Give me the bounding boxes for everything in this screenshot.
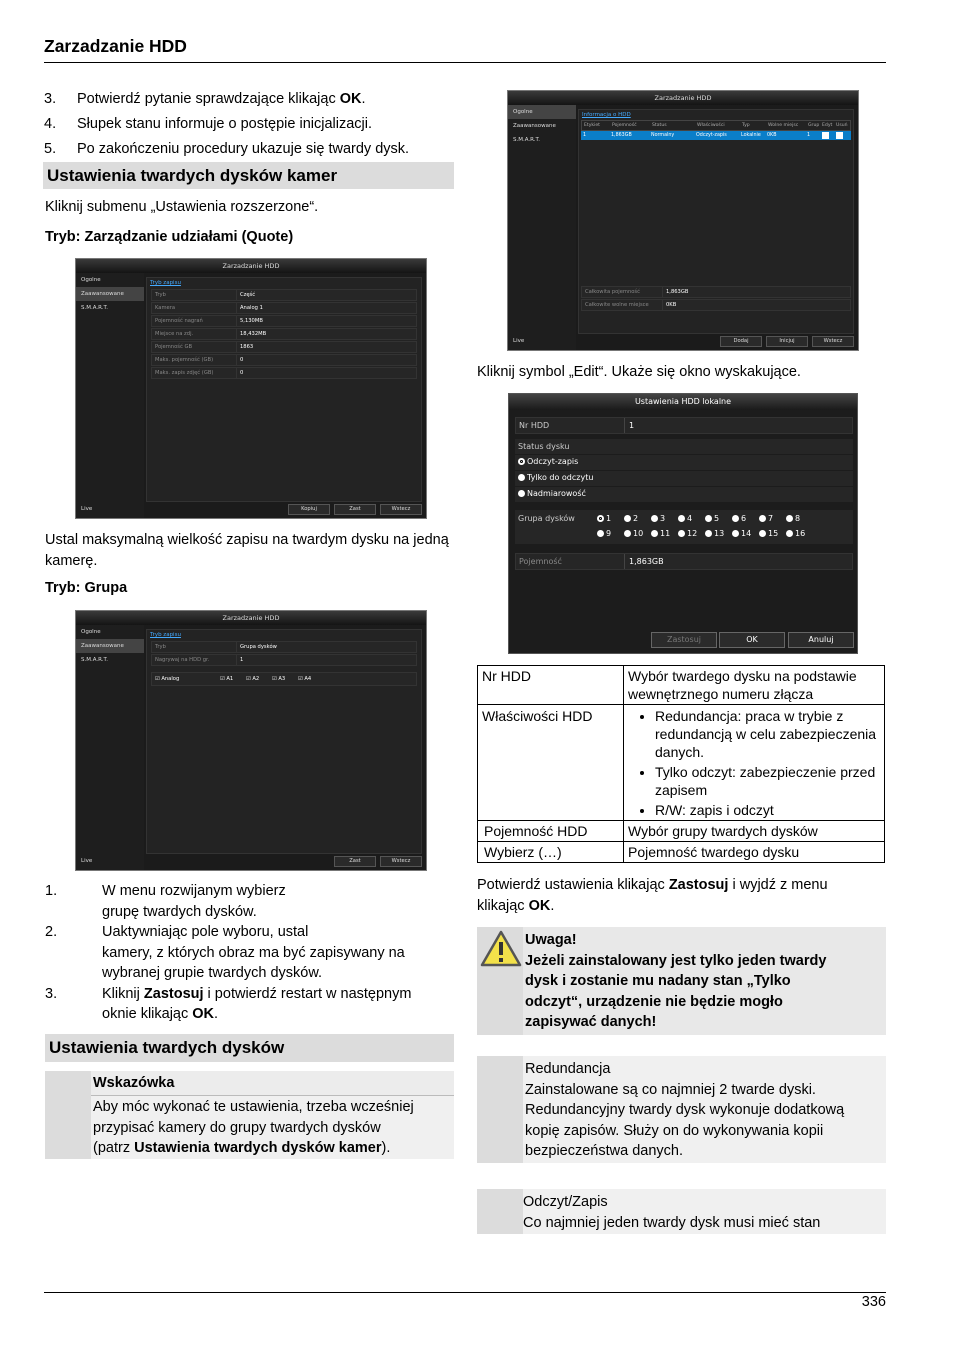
group-radio[interactable]: 2 <box>624 512 638 526</box>
checkbox-a2[interactable]: ☑ A2 <box>246 676 260 682</box>
setting-row[interactable]: Tryb Grupa dysków <box>151 641 417 653</box>
popup-title: Ustawienia HDD lokalne <box>509 394 857 410</box>
page-number: 336 <box>861 1294 886 1310</box>
group-radio[interactable]: 1 <box>597 512 611 526</box>
option-read-write[interactable]: Odczyt-zapis <box>515 455 853 470</box>
live-label[interactable]: Live <box>81 506 93 512</box>
setting-row[interactable]: Maks. pojemność (GB) 0 <box>151 354 417 366</box>
group-radio[interactable]: 15 <box>759 527 778 541</box>
read-write-text: Odczyt/Zapis Co najmniej jeden twardy dysk musi mieć stan <box>523 1194 821 1231</box>
group-radio[interactable]: 13 <box>705 527 724 541</box>
group-radio[interactable]: 12 <box>678 527 697 541</box>
group-radio[interactable]: 8 <box>786 512 800 526</box>
page-title: Zarzadzanie HDD <box>44 36 187 56</box>
apply-button[interactable]: Zast <box>334 856 376 867</box>
list-item: 4. Słupek stanu informuje o postępie inicjalizacji. <box>44 116 372 132</box>
table-row: Nr HDD Wybór twardego dysku na podstawie wewnętrznego numeru złącza <box>478 666 885 705</box>
dvr-screenshot-quote <box>75 258 427 519</box>
hdd-table-header: Etykiet Pojemność Status Właściwości Typ Wolne miejsc Grup Edyt Usuń <box>581 120 851 131</box>
camera-checkbox-row: ☑ Analog ☑ A1 ☑ A2 ☑ A3 ☑ A4 <box>151 672 417 686</box>
redundancy-text: Redundancja Zainstalowane są co najmniej 2 twarde dyski. Redundancyjny twardy dysk wykonuje dodatkową kopię zapisów. Służy on do wykonywania kopii bezpieczeństwa danych. <box>525 1061 845 1159</box>
sidebar-item-general[interactable]: Ogolne <box>508 105 576 119</box>
hdd-settings-popup <box>508 393 858 654</box>
list-item: • Redundancja: praca w trybie z redundancją w celu zabezpieczenia danych. <box>655 707 880 761</box>
hdd-table-row[interactable]: 1 1,863GB Normalny Odczyt-zapis Lokalnie 0KB 1 <box>581 131 851 140</box>
group-radio[interactable]: 16 <box>786 527 805 541</box>
group-radio[interactable]: 4 <box>678 512 692 526</box>
dvr-main-panel <box>578 109 854 334</box>
table-row: Właściwości HDD • Redundancja: praca w trybie z redundancją w celu zabezpieczenia danych. • Tylko odczyt: zabezpieczenie przed zapisem • R/W: zapis i odczyt <box>478 705 885 821</box>
tab-record-mode[interactable]: Tryb zapisu <box>150 280 181 286</box>
mode-quote-heading: Tryb: Zarządzanie udziałami (Quote) <box>45 229 294 245</box>
tab-hdd-info[interactable]: Informacja o HDD <box>582 112 631 118</box>
init-button[interactable]: Inicjuj <box>766 336 808 347</box>
disk-status-label-row: Status dysku <box>515 439 853 454</box>
sidebar-item-general[interactable]: Ogolne <box>81 277 101 283</box>
max-size-paragraph: Ustal maksymalną wielkość zapisu na twardym dysku na jedną kamerę. <box>45 532 449 569</box>
dvr-title: Zarzadzanie HDD <box>76 611 426 625</box>
group-radio[interactable]: 3 <box>651 512 665 526</box>
tab-record-mode[interactable]: Tryb zapisu <box>150 632 181 638</box>
setting-row[interactable]: Maks. zapis zdjęć (GB) 0 <box>151 367 417 379</box>
option-read-only[interactable]: Tylko do odczytu <box>515 471 853 486</box>
hint-box <box>45 1071 454 1159</box>
note-icon-area <box>477 1056 523 1163</box>
sidebar-item-general[interactable]: Ogolne <box>81 629 101 635</box>
setting-row: Pojemność GB 1863 <box>151 341 417 353</box>
read-write-box <box>477 1189 886 1234</box>
disk-group-row: Grupa dysków 1 2 3 4 5 6 7 8 9 10 11 12 13 14 15 16 <box>515 510 853 544</box>
sidebar-item-smart[interactable]: S.M.A.R.T. <box>81 657 108 663</box>
group-radio[interactable]: 6 <box>732 512 746 526</box>
setting-row[interactable]: Kamera Analog 1 <box>151 302 417 314</box>
back-button[interactable]: Wstecz <box>812 336 854 347</box>
mode-group-heading: Tryb: Grupa <box>45 580 128 596</box>
group-radio[interactable]: 10 <box>624 527 643 541</box>
dvr-sidebar <box>76 273 144 518</box>
dvr-screenshot-hdd-info <box>507 90 859 351</box>
capacity-row: Pojemność 1,863GB <box>515 553 853 570</box>
hint-text: Aby móc wykonać te ustawienia, trzeba wcześniej przypisać kamery do grupy twardych dysków (patrz Ustawienia twardych dysków kamer). <box>93 1099 414 1156</box>
warning-box <box>477 927 886 1035</box>
dvr-sidebar <box>76 625 144 870</box>
list-item: 3. Potwierdź pytanie sprawdzające klikając OK. <box>44 91 366 107</box>
sidebar-item-advanced[interactable]: Zaawansowane <box>76 639 144 653</box>
sidebar-item-smart[interactable]: S.M.A.R.T. <box>81 305 108 311</box>
sidebar-item-advanced[interactable]: Zaawansowane <box>76 287 144 301</box>
checkbox-a4[interactable]: ☑ A4 <box>298 676 312 682</box>
steps-list-group <box>45 881 457 1025</box>
dvr-sidebar <box>508 105 576 350</box>
section-heading-camera-hdd: Ustawienia twardych dysków kamer <box>43 162 454 189</box>
ok-button[interactable]: OK <box>719 632 785 648</box>
copy-button[interactable]: Kopiuj <box>288 504 330 515</box>
delete-icon[interactable] <box>836 132 843 139</box>
submenu-instruction: Kliknij submenu „Ustawienia rozszerzone“. <box>45 199 319 215</box>
group-radio[interactable]: 9 <box>597 527 611 541</box>
hdd-number-row: Nr HDD 1 <box>515 417 853 434</box>
dvr-main-panel <box>146 629 422 854</box>
edit-instruction: Kliknij symbol „Edit“. Ukaże się okno wyskakujące. <box>477 364 801 380</box>
list-item: • Tylko odczyt: zabezpieczenie przed zapisem <box>655 763 880 799</box>
list-item: 2. Uaktywniając pole wyboru, ustal kamery, z których obraz ma być zapisywany na wybranej grupie twardych dysków. <box>45 924 405 981</box>
list-item: 3. Kliknij Zastosuj i potwierdź restart w następnym oknie klikając OK. <box>45 985 412 1022</box>
hint-title: Wskazówka <box>91 1071 454 1096</box>
confirm-paragraph: Potwierdź ustawienia klikając Zastosuj i wyjdź z menu klikając OK. <box>477 877 828 914</box>
apply-button[interactable]: Zastosuj <box>651 632 717 648</box>
group-radio[interactable]: 5 <box>705 512 719 526</box>
property-bullets <box>628 707 880 819</box>
redundancy-box <box>477 1056 886 1163</box>
edit-icon[interactable] <box>822 132 829 139</box>
settings-table <box>477 665 885 863</box>
apply-button[interactable]: Zast <box>334 504 376 515</box>
hdd-totals: Całkowita pojemność 1,863GB Całkowite wolne miejsce 0KB <box>581 286 851 311</box>
cancel-button[interactable]: Anuluj <box>788 632 854 648</box>
live-label[interactable]: Live <box>81 858 93 864</box>
checkbox-a1[interactable]: ☑ A1 <box>220 676 234 682</box>
sidebar-item-advanced[interactable]: Zaawansowane <box>513 123 556 129</box>
dvr-buttons <box>720 336 854 347</box>
sidebar-item-smart[interactable]: S.M.A.R.T. <box>513 137 540 143</box>
dvr-title: Zarzadzanie HDD <box>508 91 858 105</box>
dvr-buttons <box>334 856 422 867</box>
note-icon-area <box>477 1189 523 1234</box>
table-row: Pojemność HDD Wybór grupy twardych dysków <box>478 821 885 842</box>
setting-row: Miejsce na zdj. 18,432MB <box>151 328 417 340</box>
header-divider <box>44 62 886 63</box>
warning-icon <box>479 929 523 969</box>
steps-list-top <box>44 87 454 162</box>
option-redundancy[interactable]: Nadmiarowość <box>515 487 853 502</box>
back-button[interactable]: Wstecz <box>380 856 422 867</box>
dvr-buttons <box>288 504 422 515</box>
section-heading-hdd: Ustawienia twardych dysków <box>45 1034 454 1062</box>
footer-divider <box>44 1292 886 1293</box>
list-item: • R/W: zapis i odczyt <box>655 801 880 819</box>
table-row: Wybierz (…) Pojemność twardego dysku <box>478 842 885 863</box>
warning-text: Uwaga! Jeżeli zainstalowany jest tylko jeden twardy dysk i zostanie mu nadany stan „Tylko odczyt“, urządzenie nie będzie mogło zapisywać danych! <box>525 932 827 1030</box>
dvr-title: Zarzadzanie HDD <box>76 259 426 273</box>
live-label[interactable]: Live <box>513 338 525 344</box>
setting-row[interactable]: Nagrywaj na HDD gr. 1 <box>151 654 417 666</box>
checkbox-a3[interactable]: ☑ A3 <box>272 676 286 682</box>
list-item: 5. Po zakończeniu procedury ukazuje się twardy dysk. <box>44 141 410 157</box>
setting-row: Pojemność nagrań 5,130MB <box>151 315 417 327</box>
back-button[interactable]: Wstecz <box>380 504 422 515</box>
hint-icon-area <box>45 1071 91 1159</box>
group-radio[interactable]: 11 <box>651 527 670 541</box>
group-radio[interactable]: 7 <box>759 512 773 526</box>
setting-row[interactable]: Tryb Część <box>151 289 417 301</box>
group-radio[interactable]: 14 <box>732 527 751 541</box>
list-item: 1. W menu rozwijanym wybierz grupę twardych dysków. <box>45 883 286 920</box>
dvr-screenshot-group <box>75 610 427 871</box>
add-button[interactable]: Dodaj <box>720 336 762 347</box>
dvr-main-panel <box>146 277 422 502</box>
